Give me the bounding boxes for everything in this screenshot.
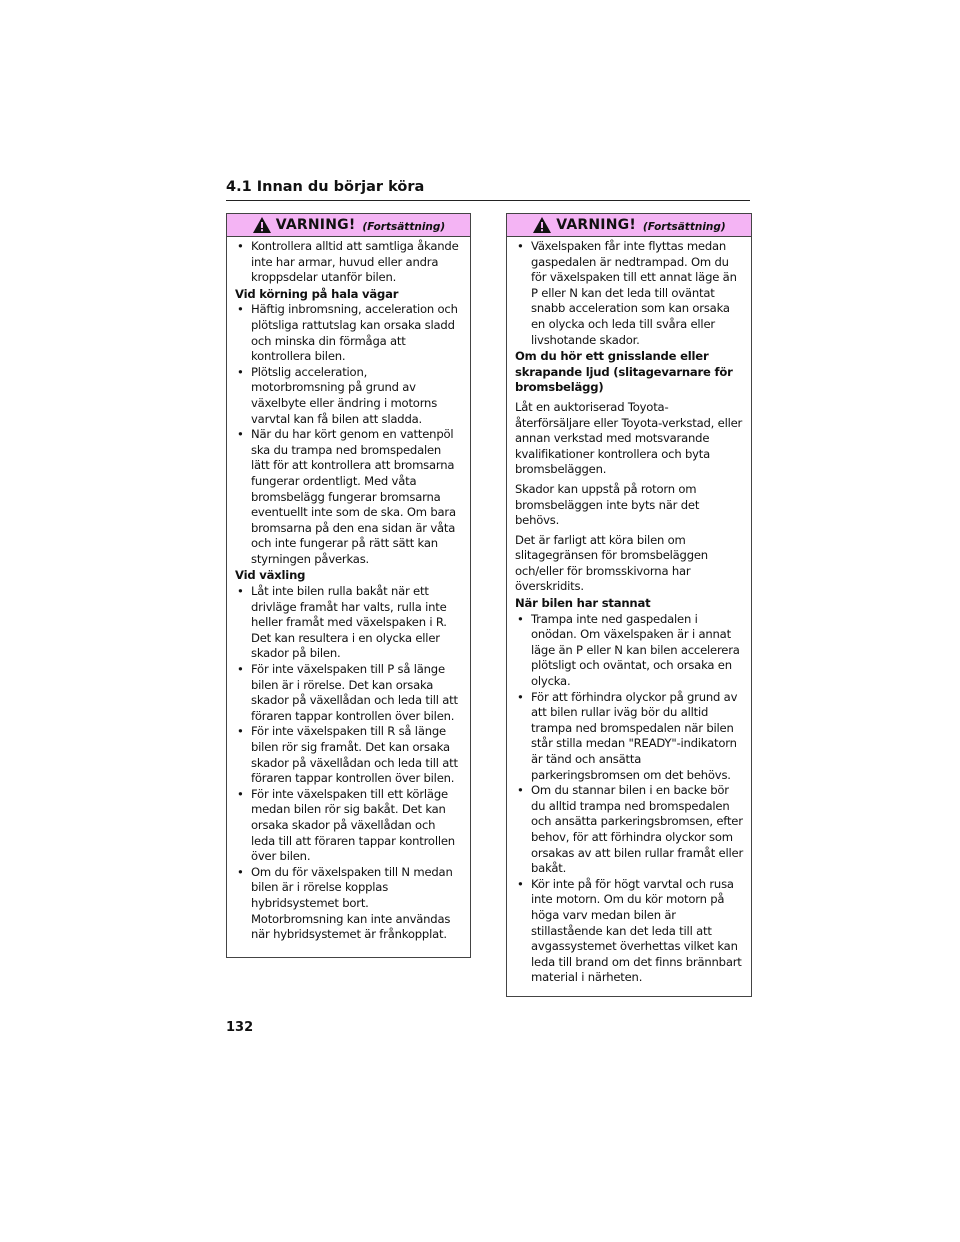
bullet-list [235, 584, 462, 943]
page-number: 132 [226, 1020, 254, 1035]
bullet-item: • Häftig inbromsning, acceleration och plötsliga rattutslag kan orsaka sladd och minska din förmåga att kontrollera bilen. [235, 302, 462, 364]
warning-triangle-icon [532, 216, 552, 234]
warning-box-right [506, 213, 752, 997]
warning-subtitle: (Fortsättning) [362, 220, 446, 233]
bullet-item: • Kontrollera alltid att samtliga åkande inte har armar, huvud eller andra kroppsdelar utanför bilen. [235, 239, 462, 286]
bullet-list [235, 239, 462, 286]
warning-triangle-icon [252, 216, 272, 234]
bullet-item: • Om du för växelspaken till N medan bilen är i rörelse kopplas hybridsystemet bort. Motorbromsning kan inte användas när hybridsystemet är frånkopplat. [235, 865, 462, 943]
warning-box-body [507, 237, 751, 986]
bullet-item: • Trampa inte ned gaspedalen i onödan. Om växelspaken är i annat läge än P eller N kan bilen accelerera plötsligt och oväntat, och orsaka en olycka. [515, 612, 743, 690]
bullet-item: • Plötslig acceleration, motorbromsning på grund av växelbyte eller ändring i motorns varvtal kan få bilen att sladda. [235, 365, 462, 427]
warning-title: VARNING! [556, 217, 636, 233]
paragraph: Skador kan uppstå på rotorn om bromsbeläggen inte byts när det behövs. [515, 481, 700, 528]
bullet-list [515, 239, 743, 348]
paragraph: Låt en auktoriserad Toyota-återförsäljare eller Toyota-verkstad, eller annan verkstad med motsvarande kvalifikationer kontrollera och byta bromsbeläggen. [515, 399, 743, 477]
warning-box-body [227, 237, 470, 943]
bullet-list [235, 302, 462, 567]
bullet-item: • För att förhindra olyckor på grund av att bilen rullar iväg bör du alltid trampa ned bromspedalen när bilen står stilla medan "READY"-indikatorn är tänd och ansätta parkeringsbromsen om det behövs. [515, 690, 743, 784]
subheading: Vid körning på hala vägar [235, 286, 399, 301]
bullet-item: • Kör inte på för högt varvtal och rusa inte motorn. Om du kör motorn på höga varv medan bilen är stillastående kan det leda till att avgassystemet överhettas vilket kan leda till brand om det finns brännbart material i närheten. [515, 877, 743, 986]
bullet-item: • När du har kört genom en vattenpöl ska du trampa ned bromspedalen lätt för att kontrollera att bromsarna fungerar ordentligt. Med våta bromsbelägg fungerar bromsarna eventuellt inte som de ska. Om bara bromsarna på den ena sidan är våta och inte fungerar på rätt sätt kan styrningen påverkas. [235, 427, 462, 567]
bullet-item: • För inte växelspaken till ett körläge medan bilen rör sig bakåt. Det kan orsaka skador på växellådan och leda till att föraren tappar kontrollen över bilen. [235, 787, 462, 865]
warning-box-header [507, 214, 751, 237]
warning-box-header [227, 214, 470, 237]
warning-title: VARNING! [275, 217, 356, 233]
bullet-list [515, 612, 743, 986]
subheading: Om du hör ett gnisslande eller skrapande ljud (slitagevarnare för bromsbelägg) [515, 349, 733, 395]
bullet-item: • Växelspaken får inte flyttas medan gaspedalen är nedtrampad. Om du för växelspaken till ett annat läge än P eller N kan det leda till oväntat snabb acceleration som kan orsaka en olycka och leda till svåra eller livshotande skador. [515, 239, 743, 348]
bullet-item: • Om du stannar bilen i en backe bör du alltid trampa ned bromspedalen och ansätta parkeringsbromsen, efter behov, för att förhindra olyckor som orsakas av att bilen rullar framåt eller bakåt. [515, 783, 743, 877]
bullet-item: • För inte växelspaken till P så länge bilen är i rörelse. Det kan orsaka skador på växellådan och leda till att föraren tappar kontrollen över bilen. [235, 662, 462, 724]
subheading: Vid växling [235, 568, 306, 583]
section-header: 4.1 Innan du börjar köra [226, 178, 750, 201]
warning-subtitle: (Fortsättning) [642, 220, 726, 233]
bullet-item: • För inte växelspaken till R så länge bilen rör sig framåt. Det kan orsaka skador på växellådan och leda till att föraren tappar kontrollen över bilen. [235, 724, 462, 786]
paragraph: Det är farligt att köra bilen om slitagegränsen för bromsbeläggen och/eller för bromsskivorna har överskridits. [515, 532, 708, 594]
subheading: När bilen har stannat [515, 596, 651, 611]
warning-box-left [226, 213, 471, 958]
bullet-item: • Låt inte bilen rulla bakåt när ett drivläge framåt har valts, rulla inte heller framåt med växelspaken i R. Det kan resultera i en olycka eller skador på bilen. [235, 584, 462, 662]
